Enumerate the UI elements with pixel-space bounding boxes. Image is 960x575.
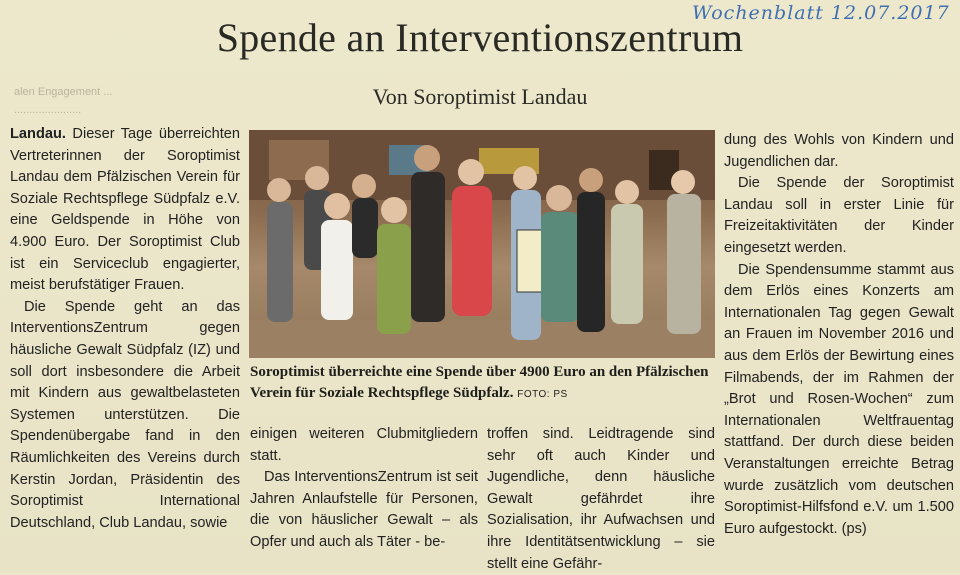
paragraph-intro-text: Dieser Tage überreichten Vertreterinnen der Soroptimist Landau dem Pfälzischen Verein für Soziale Rechtspflege Südpfalz e.V. eine Geldspende in Höhe von 4.900 Euro. Der Soroptimist Club ist ein Serviceclub engagierter, meist berufstätiger Frauen. <box>10 126 240 294</box>
text-column-4 <box>724 130 954 540</box>
group-photo-illustration <box>249 130 715 358</box>
text-column-2 <box>250 424 478 554</box>
paragraph-wellbeing: dung des Wohls von Kindern und Jugendlichen dar. <box>724 132 954 170</box>
article-headline: Spende an Interventionszentrum <box>216 15 744 60</box>
handwritten-source-note: Wochenblatt 12.07.2017 <box>692 2 950 24</box>
paragraph-children-affected: troffen sind. Leidtragende sind sehr oft auch Kinder und Jugendliche, denn häusliche Gewalt gefährdet ihre Sozialisation, ihr Aufwachsen und ihre Identitätsentwicklung – sie stellt eine Gefähr- <box>487 426 715 572</box>
photo-caption <box>250 362 716 405</box>
bleed-through-text: alen Engagement ... <box>14 86 113 98</box>
paragraph-leisure-use: Die Spende der Soroptimist Landau soll in erster Linie für Freizeitaktivitäten der Kinder eingesetzt werden. <box>724 175 954 256</box>
text-column-3 <box>487 424 715 575</box>
paragraph-club-members: einigen weiteren Clubmitgliedern statt. <box>250 426 478 464</box>
dateline: Landau. <box>10 126 66 142</box>
paragraph-funds-source: Die Spendensumme stammt aus dem Erlös eines Konzerts am Internationalen Tag gegen Gewalt an Frauen im November 2016 und aus dem Erlös der Bewirtung eines Filmabends, der im Rahmen der „Brot und Rosen-Wochen“ zum Internationalen Weltfrauentag stattfand. Der durch diese beiden Veranstaltungen erreichte Betrag wurde zusätzlich vom deutschen Soroptimist-Hilfsfond e.V. um 1.500 Euro aufgestockt. (ps) <box>724 261 954 537</box>
paragraph-intro <box>10 124 240 297</box>
photo-credit: FOTO: PS <box>517 389 568 400</box>
group-photo <box>249 130 715 358</box>
paragraph-center-intro: Das InterventionsZentrum ist seit Jahren Anlaufstelle für Personen, die von häuslicher Gewalt – als Opfer und auch als Täter - be- <box>250 469 478 550</box>
text-column-1 <box>10 124 240 534</box>
photo-caption-text: Soroptimist überreichte eine Spende über 4900 Euro an den Pfälzischen Verein für Soziale Rechtspflege Südpfalz. <box>250 364 709 401</box>
article-subheadline: Von Soroptimist Landau <box>372 84 588 109</box>
bleed-through-text-2: ...................... <box>14 104 82 116</box>
paragraph-donation-purpose: Die Spende geht an das InterventionsZentrum gegen häusliche Gewalt Südpfalz (IZ) und soll dort insbesondere die Arbeit mit Kindern aus gewaltbelasteten Systemen unterstützen. Die Spendenübergabe fand in den Räumlichkeiten des Vereins durch Kerstin Jordan, Präsidentin des Soroptimist International Deutschland, Club Landau, sowie <box>10 298 240 531</box>
